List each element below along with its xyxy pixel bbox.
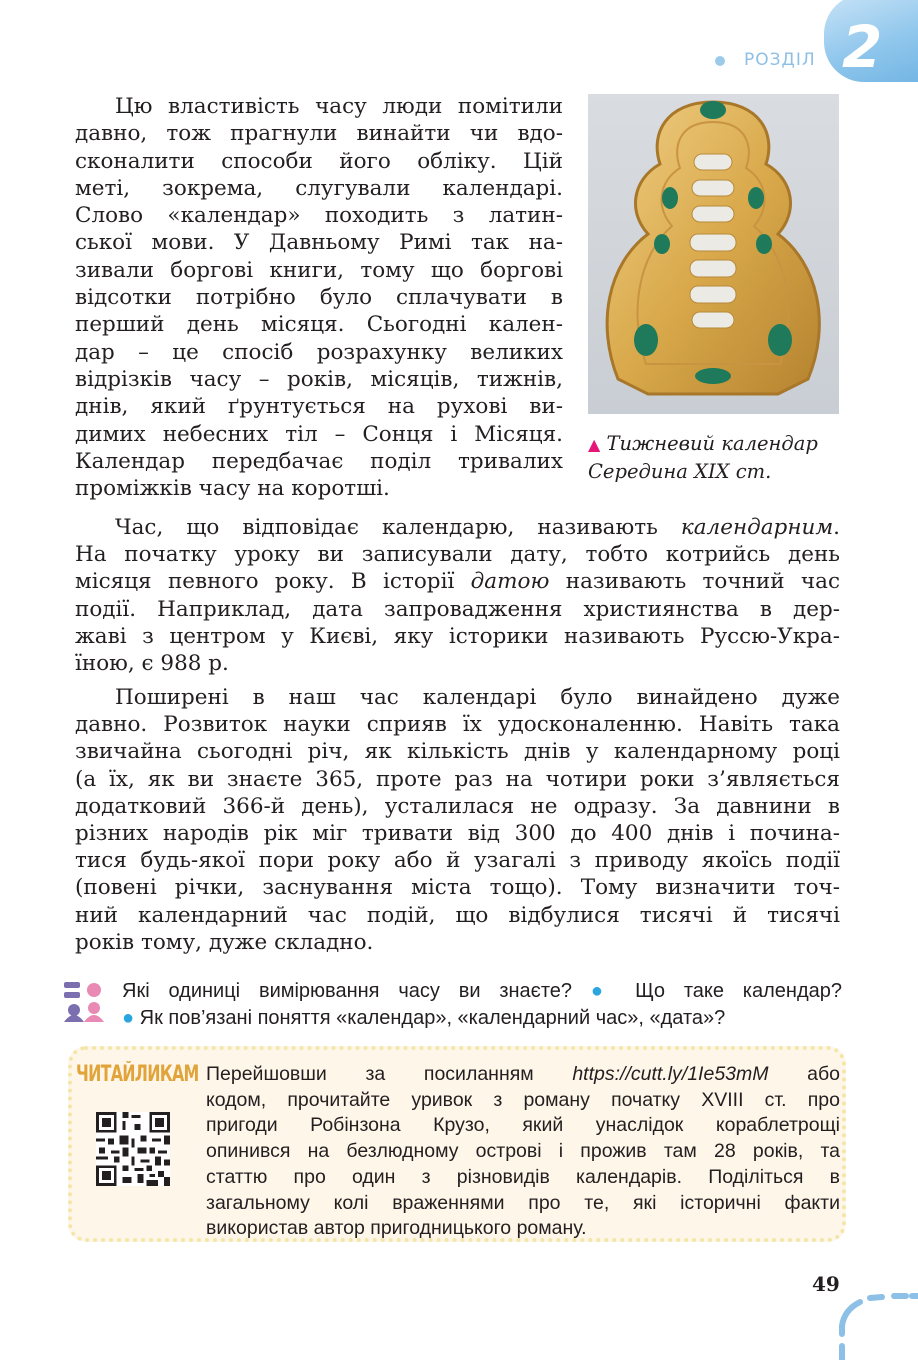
text-run: їною, є 988 р. (75, 651, 229, 677)
text-run: . (833, 515, 840, 540)
paragraph-2-line (75, 568, 840, 595)
paragraph-3-line: різних народів рік міг тривати від 300 до 400 днів і почина- (75, 821, 840, 847)
corner-decoration-icon (836, 1286, 918, 1360)
paragraph-1-line: зивали боргові книги, тому що боргові (75, 257, 563, 283)
paragraph-3-line: звичайна сьогодні річ, як кількість днів у календарному році (75, 739, 840, 765)
questions-line-1 (122, 978, 842, 1005)
paragraph-2-line (75, 596, 840, 623)
reading-text (206, 1062, 840, 1242)
paragraph-1-line: меті, зокрема, слугували календарі. (75, 175, 563, 201)
text-run: На початку уроку ви записували дату, тобто котрийсь день (75, 542, 840, 568)
questions-icon (64, 982, 106, 1022)
paragraph-2-line (75, 623, 840, 650)
reading-line-1-end: або (768, 1063, 841, 1085)
reading-line: загальному колі враженнями про те, які історичні факти (206, 1191, 840, 1214)
paragraph-1-line: перший день місяця. Сьогодні кален- (75, 312, 563, 338)
paragraph-3-line: додатковий 366-й день), усталилася не одразу. За давнини в (75, 793, 840, 819)
qr-code-icon[interactable] (96, 1112, 170, 1186)
italic-term: календарним (680, 515, 834, 540)
chapter-dot-icon (715, 56, 725, 66)
paragraph-3-line: ний календарний час подій, що відбулися тисячі й тисячі (75, 902, 840, 928)
italic-term: датою (470, 569, 550, 595)
paragraph-3-line: тися будь-якої пори року або й узагалі з приводу якоїсь події (75, 848, 840, 874)
paragraph-3-line: років тому, дуже складно. (75, 929, 374, 955)
reading-title: ЧИТАЙЛИКАМ (76, 1062, 199, 1087)
paragraph-1-line: димих небесних тіл – Сонця і Місяця. (75, 421, 563, 447)
calendar-artifact-icon (588, 94, 839, 414)
paragraph-2-line (75, 541, 840, 568)
review-questions (122, 978, 842, 1032)
reading-lines (206, 1088, 840, 1242)
paragraph-1-line: Слово «календар» походить з латин- (75, 203, 563, 229)
reading-line-1-start: Перейшовши за посиланням (206, 1063, 573, 1085)
chapter-number: 2 (842, 13, 883, 81)
reading-line: статтю про один з різновидів календарів. Поділіться в (206, 1165, 840, 1188)
chapter-label: РОЗДІЛ (744, 50, 816, 70)
bullet-icon: ● (590, 980, 617, 1002)
reading-line: опинився на безлюдному острові і прожив там 28 років, та (206, 1140, 840, 1163)
paragraph-2-line (75, 514, 840, 541)
bullet-icon: ● (122, 1007, 135, 1029)
caption-date: Середина XIX ст. (588, 460, 772, 483)
paragraph-1-line: Календар передбачає поділ тривалих (75, 448, 563, 474)
reading-line-1 (206, 1062, 840, 1088)
paragraph-1-line: сконалити способи його обліку. Цій (75, 148, 563, 174)
weekly-calendar-photo (588, 94, 839, 414)
paragraph-1-line: днів, який ґрунтується на рухові ви- (75, 394, 563, 420)
text-run: Час, що відповідає календарю, називають (115, 515, 681, 540)
reading-line: використав автор пригодницького роману. (206, 1217, 587, 1240)
question-1: Які одиниці вимірювання часу ви знаєте? (122, 980, 573, 1002)
reading-link[interactable]: https://cutt.ly/1Ie53mM (572, 1063, 769, 1085)
paragraph-1-line: давно, тож прагнули винайти чи вдо- (75, 121, 563, 147)
paragraph-1-line: відрізків часу – років, місяців, тижнів, (75, 366, 563, 392)
text-run: місяця певного року. В історії (75, 569, 471, 595)
paragraph-1-line: Цю властивість часу люди помітили (115, 94, 563, 119)
paragraph-1-line: відсотки потрібно було сплачувати в (75, 285, 563, 311)
paragraph-1-line: проміжків часу на коротші. (75, 476, 390, 502)
paragraph-3-line: Поширені в наш час календарі було винайдено дуже (115, 685, 840, 710)
paragraph-3-line: (повені річки, заснування міста тощо). Тому визначити точ- (75, 875, 840, 901)
paragraph-2-line (75, 650, 840, 677)
questions-line-2 (122, 1005, 842, 1032)
question-3: Як пов’язані поняття «календар», «календарний час», «дата»? (139, 1007, 726, 1029)
reading-line: пригоди Робінзона Крузо, який унаслідок кораблетрощі (206, 1114, 840, 1137)
text-run: події. Наприклад, дата запровадження християнства в дер- (75, 596, 840, 622)
paragraph-1 (75, 93, 563, 502)
reading-line: кодом, прочитайте уривок з роману початку XVIII ст. про (206, 1088, 840, 1111)
text-run: називають точний час (549, 569, 840, 595)
caption-triangle-icon: ▲ (588, 435, 601, 454)
paragraph-1-line: дар – це спосіб розрахунку великих (75, 339, 563, 365)
paragraph-3-line: давно. Розвиток науки сприяв їх удосконаленню. Навіть така (75, 712, 840, 738)
paragraph-1-line: ської мови. У Давньому Римі так на- (75, 230, 563, 256)
page-number: 49 (812, 1272, 840, 1296)
question-2: Що таке календар? (635, 980, 842, 1002)
figure-caption (588, 430, 848, 485)
paragraph-2 (75, 514, 840, 677)
paragraph-3-line: (а їх, як ви знаєте 365, проте раз на чотири роки з’являється (75, 766, 840, 792)
text-run: жаві з центром у Києві, яку історики називають Руссю-Укра- (75, 623, 840, 649)
caption-title: Тижневий календар (606, 432, 818, 455)
paragraph-3 (75, 684, 840, 956)
